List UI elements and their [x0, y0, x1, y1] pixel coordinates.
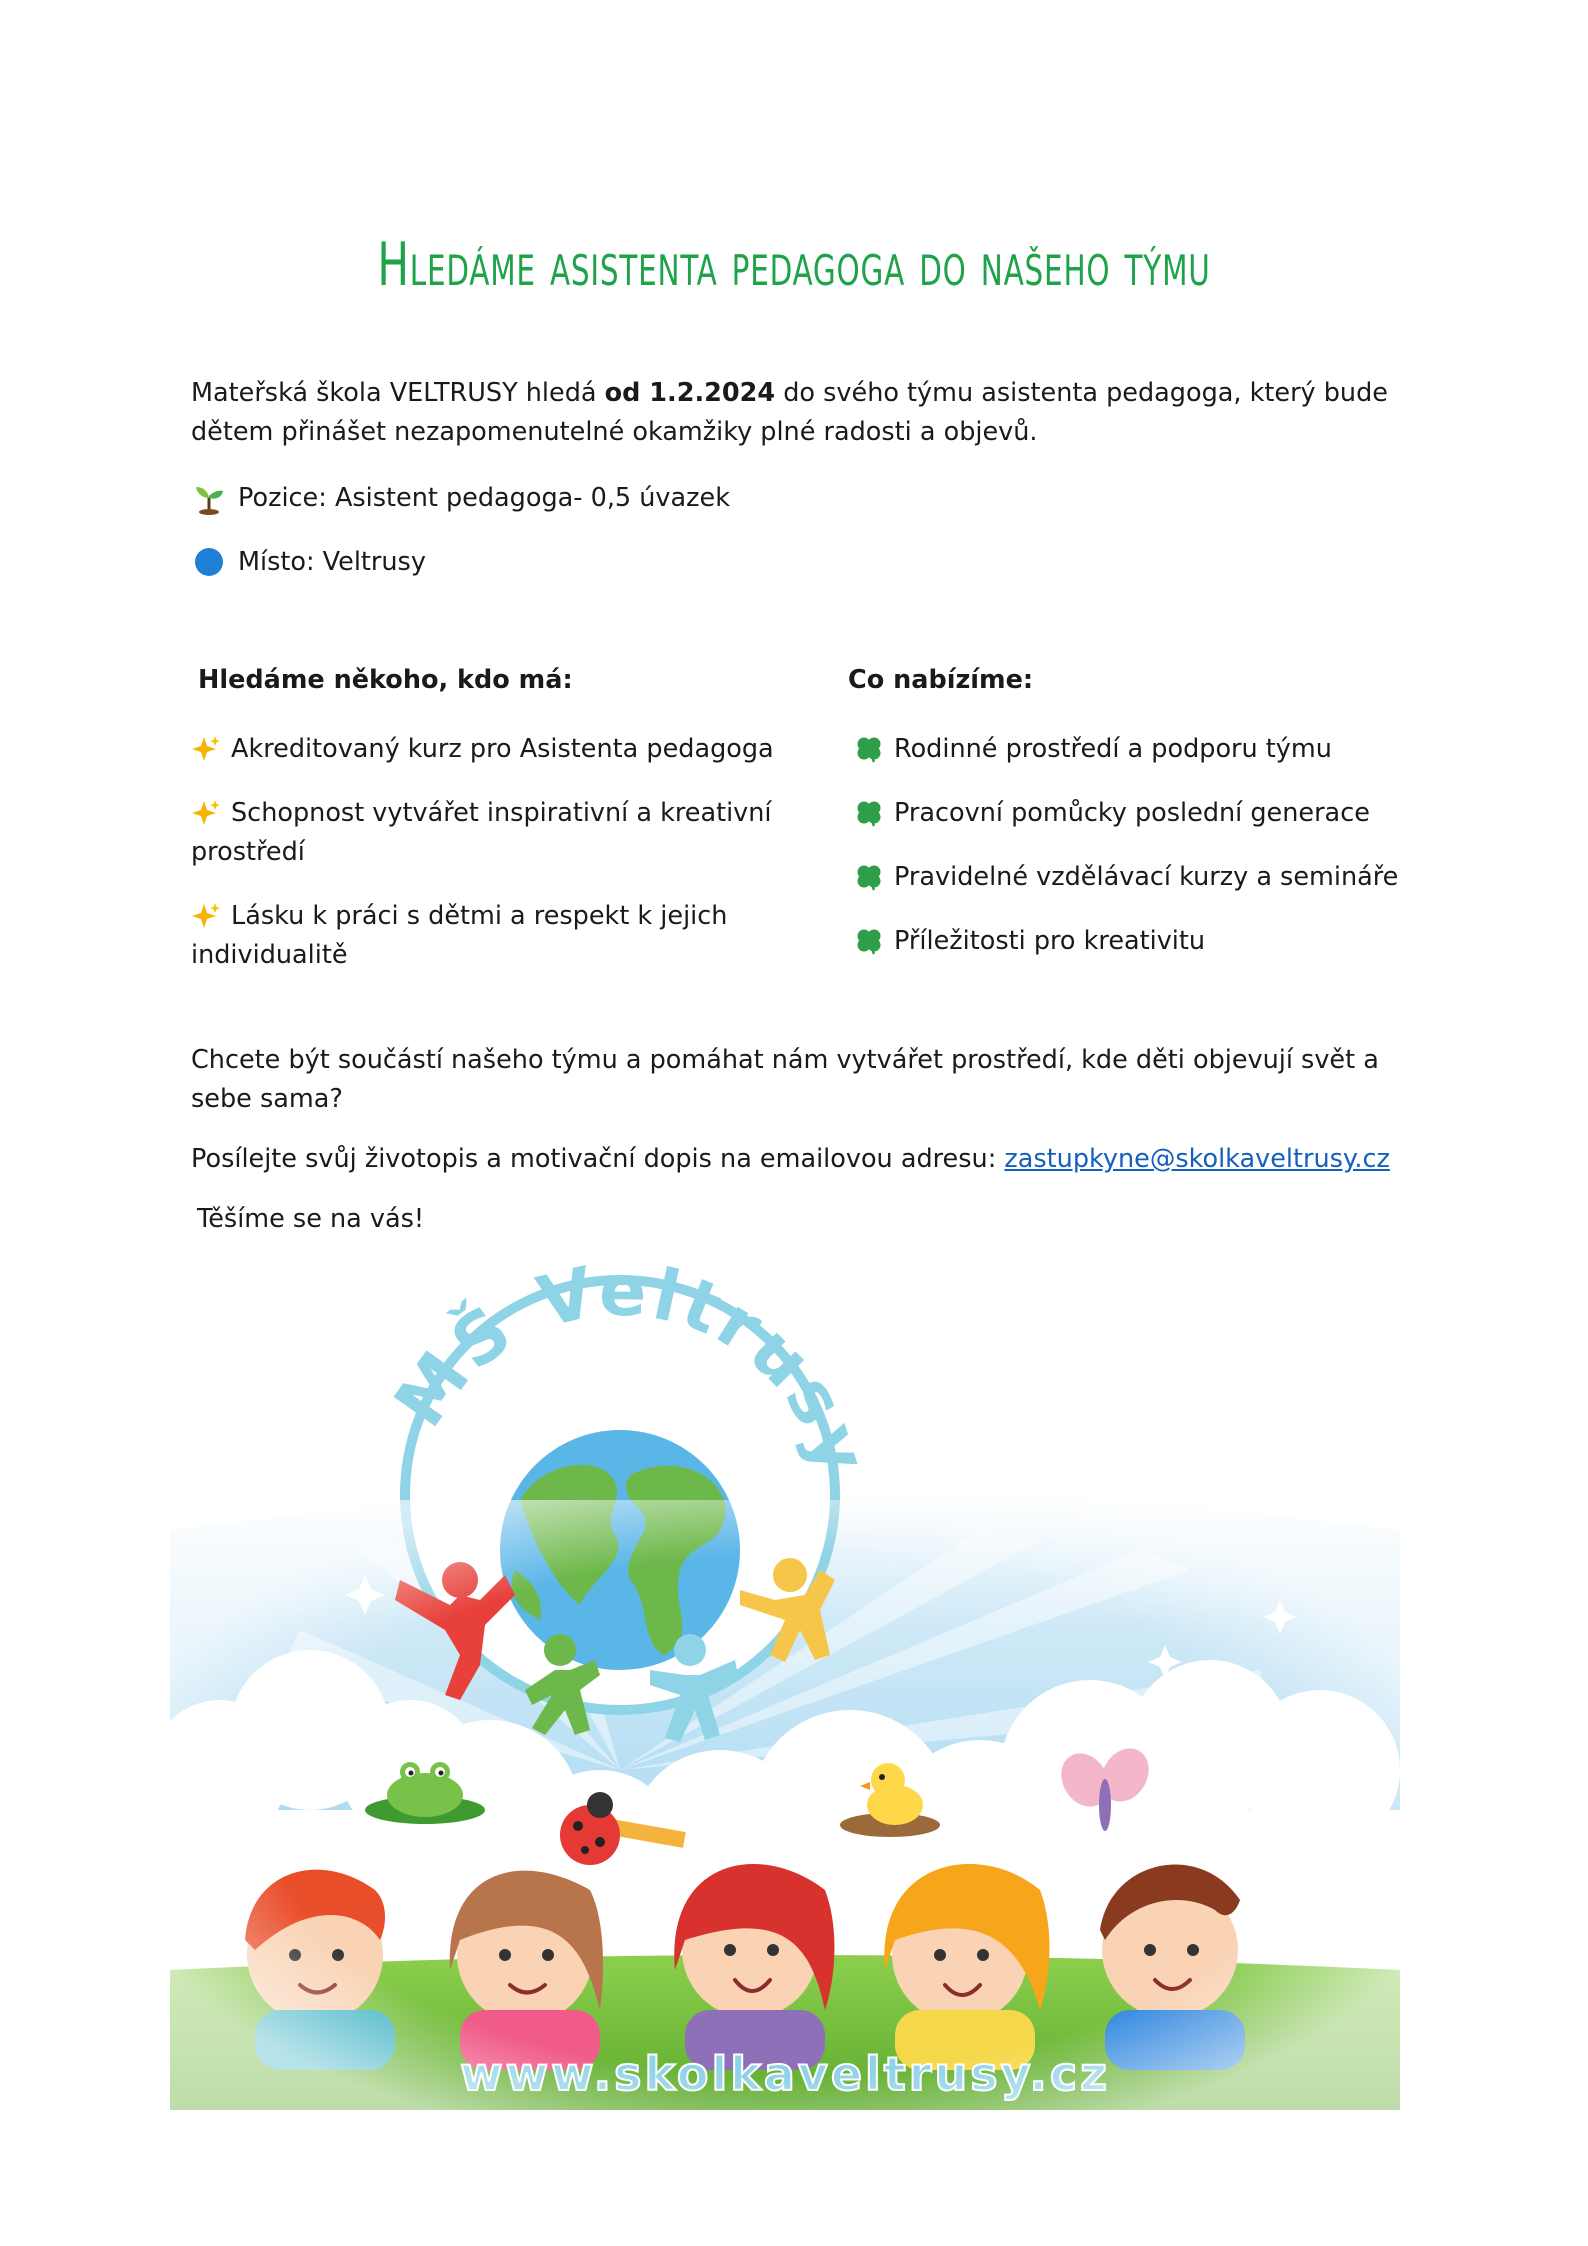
requirement-item — [191, 897, 751, 975]
offer-item — [854, 794, 1414, 833]
requirement-text: Lásku k práci s dětmi a respekt k jejich individualitě — [191, 901, 728, 970]
four-leaf-clover-icon — [854, 926, 884, 956]
offer-text: Rodinné prostředí a podporu týmu — [894, 734, 1332, 764]
position-line — [192, 479, 730, 518]
email-link[interactable]: zastupkyne@skolkaveltrusy.cz — [1004, 1144, 1390, 1174]
offer-heading: Co nabízíme: — [848, 665, 1034, 695]
four-leaf-clover-icon — [854, 798, 884, 828]
offer-item — [854, 858, 1414, 897]
contact-text: Posílejte svůj životopis a motivační dopis na emailovou adresu: — [191, 1144, 1005, 1174]
logo-text: MŠ Veltrusy — [378, 1250, 885, 1487]
place-line — [192, 543, 426, 582]
offer-item — [854, 730, 1414, 769]
offer-text: Příležitosti pro kreativitu — [894, 926, 1206, 956]
sparkles-icon — [191, 798, 221, 828]
seedling-icon — [192, 481, 226, 515]
intro-paragraph — [191, 374, 1401, 452]
sparkles-icon — [191, 734, 221, 764]
four-leaf-clover-icon — [854, 734, 884, 764]
offer-text: Pravidelné vzdělávací kurzy a semináře — [894, 862, 1399, 892]
position-text: Pozice: Asistent pedagoga- 0,5 úvazek — [238, 483, 730, 513]
contact-paragraph — [191, 1140, 1451, 1179]
intro-text-before: Mateřská škola VELTRUSY hledá — [191, 378, 605, 408]
offer-text: Pracovní pomůcky poslední generace — [894, 798, 1370, 828]
requirements-heading: Hledáme někoho, kdo má: — [198, 665, 573, 695]
requirement-text: Akreditovaný kurz pro Asistenta pedagoga — [231, 734, 774, 764]
intro-date: od 1.2.2024 — [604, 378, 776, 408]
four-leaf-clover-icon — [854, 862, 884, 892]
page-title: Hledáme asistenta pedagoga do našeho týmu — [377, 230, 1211, 301]
sparkles-icon — [191, 901, 221, 931]
blue-circle-icon — [192, 545, 226, 579]
closing-text: Těšíme se na vás! — [197, 1204, 425, 1234]
question-paragraph: Chcete být součástí našeho týmu a pomáhat nám vytvářet prostředí, kde děti objevují svět a sebe sama? — [191, 1045, 1379, 1114]
school-logo-illustration — [160, 1250, 1410, 2130]
intro-text-after: do svého týmu asistenta pedagoga, který bude dětem přinášet nezapomenutelné okamžiky plné radosti a objevů. — [191, 378, 1388, 447]
requirement-item — [191, 794, 811, 872]
requirement-text: Schopnost vytvářet inspirativní a kreativní prostředí — [191, 798, 772, 867]
requirement-item — [191, 730, 811, 769]
offer-item — [854, 922, 1414, 961]
place-text: Místo: Veltrusy — [238, 547, 426, 577]
